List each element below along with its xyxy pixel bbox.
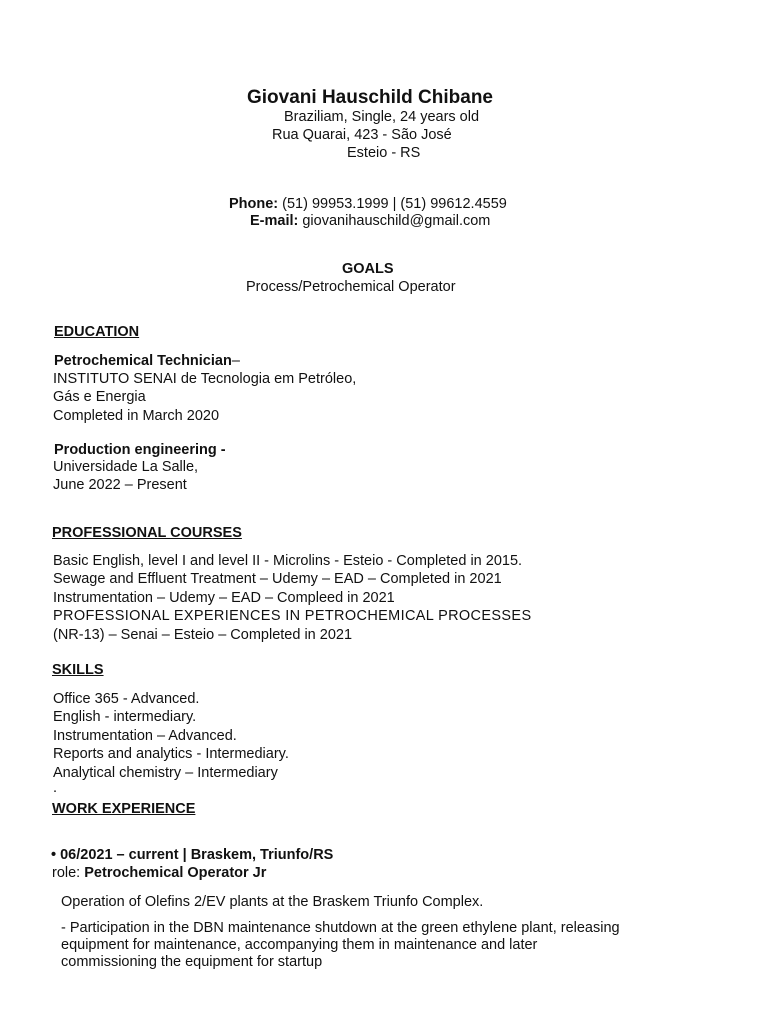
education-line: Gás e Energia <box>53 389 146 406</box>
education-entry-1-title <box>54 352 240 370</box>
education-entry-2-title: Production engineering - <box>54 442 226 458</box>
job-description-1: Operation of Olefins 2/EV plants at the Braskem Triunfo Complex. <box>61 894 484 910</box>
phone-label: Phone: <box>229 196 279 212</box>
personal-info-line: Braziliam, Single, 24 years old <box>284 109 480 125</box>
skills-list <box>53 690 289 797</box>
job-description-line: equipment for maintenance, accompanying them in maintenance and later <box>61 937 538 953</box>
degree-dash: – <box>231 353 240 369</box>
city-line: Esteio - RS <box>347 145 421 161</box>
goals-text: Process/Petrochemical Operator <box>246 279 456 295</box>
skill-line: . <box>53 780 58 797</box>
education-line: June 2022 – Present <box>53 477 187 494</box>
course-line: Sewage and Effluent Treatment – Udemy – EAD – Completed in 2021 <box>53 571 502 588</box>
course-line: Basic English, level I and level II - Microlins - Esteio - Completed in 2015. <box>53 553 523 569</box>
education-line: Universidade La Salle, <box>53 459 199 475</box>
phone-line <box>229 195 507 213</box>
courses-list <box>53 552 531 644</box>
education-entry-2-details <box>53 458 198 495</box>
education-line: Completed in March 2020 <box>53 407 220 424</box>
degree-title: Petrochemical Technician <box>54 353 232 369</box>
job-description-2 <box>61 920 620 971</box>
email-label: E-mail: <box>250 213 299 229</box>
goals-heading: GOALS <box>342 261 394 277</box>
email-value: giovanihauschild@gmail.com <box>298 213 491 229</box>
skill-line: Analytical chemistry – Intermediary <box>53 764 278 781</box>
role-label: role: <box>52 865 85 881</box>
work-heading: WORK EXPERIENCE <box>52 801 196 817</box>
email-line <box>250 212 490 230</box>
courses-heading: PROFESSIONAL COURSES <box>52 525 242 541</box>
job-description-line: commissioning the equipment for startup <box>61 954 323 970</box>
skill-line: Office 365 - Advanced. <box>53 691 200 707</box>
job-role <box>52 864 266 882</box>
phone-value: (51) 99953.1999 | (51) 99612.4559 <box>278 196 507 212</box>
skill-line: Instrumentation – Advanced. <box>53 727 237 744</box>
skill-line: English - intermediary. <box>53 709 197 726</box>
education-line: INSTITUTO SENAI de Tecnologia em Petróleo, <box>53 371 357 387</box>
address-line: Rua Quarai, 423 - São José <box>272 127 452 143</box>
candidate-name: Giovani Hauschild Chibane <box>247 87 493 108</box>
skills-heading: SKILLS <box>52 662 104 678</box>
course-line: Instrumentation – Udemy – EAD – Compleed in 2021 <box>53 589 395 606</box>
course-line: (NR-13) – Senai – Esteio – Completed in 2021 <box>53 626 353 643</box>
skill-line: Reports and analytics - Intermediary. <box>53 746 289 763</box>
education-entry-1-details <box>53 370 356 425</box>
job-description-line: - Participation in the DBN maintenance shutdown at the green ethylene plant, releasing <box>61 920 620 936</box>
course-line: PROFESSIONAL EXPERIENCES IN PETROCHEMICAL PROCESSES <box>53 608 532 625</box>
job-title: • 06/2021 – current | Braskem, Triunfo/RS <box>51 847 334 863</box>
education-heading: EDUCATION <box>54 324 140 340</box>
role-value: Petrochemical Operator Jr <box>84 865 267 881</box>
